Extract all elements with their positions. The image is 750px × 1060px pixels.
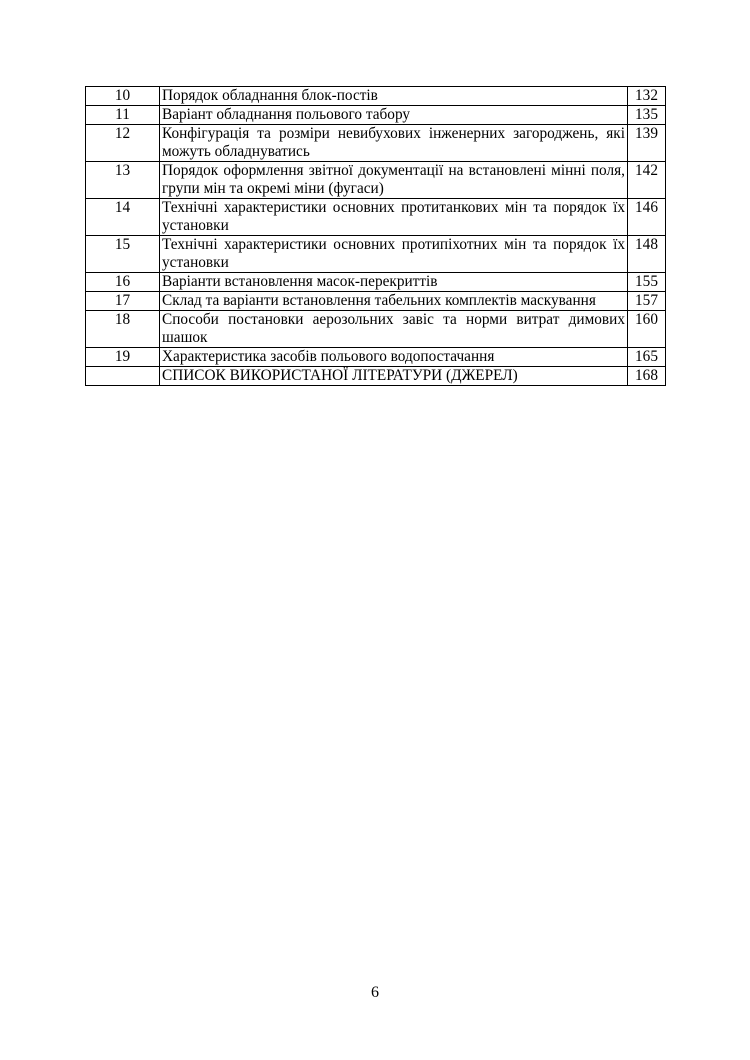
- row-page: 135: [628, 106, 666, 125]
- row-title: Склад та варіанти встановлення табельних комплектів маскування: [160, 292, 628, 311]
- table-row: [86, 199, 666, 236]
- table-row: [86, 273, 666, 292]
- row-page: 155: [628, 273, 666, 292]
- row-number: 19: [86, 348, 160, 367]
- page-number: 6: [371, 984, 379, 1001]
- table-row: [86, 162, 666, 199]
- row-page: 142: [628, 162, 666, 199]
- row-number: 11: [86, 106, 160, 125]
- row-title: Технічні характеристики основних протитанкових мін та порядок їх установки: [160, 199, 628, 236]
- row-page: 148: [628, 236, 666, 273]
- row-title: Порядок обладнання блок-постів: [160, 87, 628, 106]
- row-page: 165: [628, 348, 666, 367]
- row-page: 146: [628, 199, 666, 236]
- table-of-contents: [85, 86, 666, 386]
- row-page: 157: [628, 292, 666, 311]
- row-title: Характеристика засобів польового водопостачання: [160, 348, 628, 367]
- toc-body: [86, 87, 666, 386]
- row-title: Варіанти встановлення масок-перекриттів: [160, 273, 628, 292]
- row-title: Технічні характеристики основних протипіхотних мін та порядок їх установки: [160, 236, 628, 273]
- table-row: [86, 87, 666, 106]
- row-number: 15: [86, 236, 160, 273]
- row-number: 13: [86, 162, 160, 199]
- table-row: [86, 292, 666, 311]
- row-title: СПИСОК ВИКОРИСТАНОЇ ЛІТЕРАТУРИ (ДЖЕРЕЛ): [160, 367, 628, 386]
- table-row: [86, 311, 666, 348]
- row-title: Конфігурація та розміри невибухових інженерних загороджень, які можуть обладнуватись: [160, 125, 628, 162]
- row-page: 139: [628, 125, 666, 162]
- row-number: 17: [86, 292, 160, 311]
- table-row: [86, 125, 666, 162]
- row-number: 10: [86, 87, 160, 106]
- row-title: Способи постановки аерозольних завіс та норми витрат димових шашок: [160, 311, 628, 348]
- row-title: Варіант обладнання польового табору: [160, 106, 628, 125]
- table-row: [86, 106, 666, 125]
- row-number: 18: [86, 311, 160, 348]
- row-number: 16: [86, 273, 160, 292]
- row-page: 160: [628, 311, 666, 348]
- row-number: 12: [86, 125, 160, 162]
- row-page: 132: [628, 87, 666, 106]
- table-row: [86, 367, 666, 386]
- row-number: [86, 367, 160, 386]
- table-row: [86, 348, 666, 367]
- row-page: 168: [628, 367, 666, 386]
- row-title: Порядок оформлення звітної документації на встановлені мінні поля, групи мін та окремі міни (фугаси): [160, 162, 628, 199]
- row-number: 14: [86, 199, 160, 236]
- table-row: [86, 236, 666, 273]
